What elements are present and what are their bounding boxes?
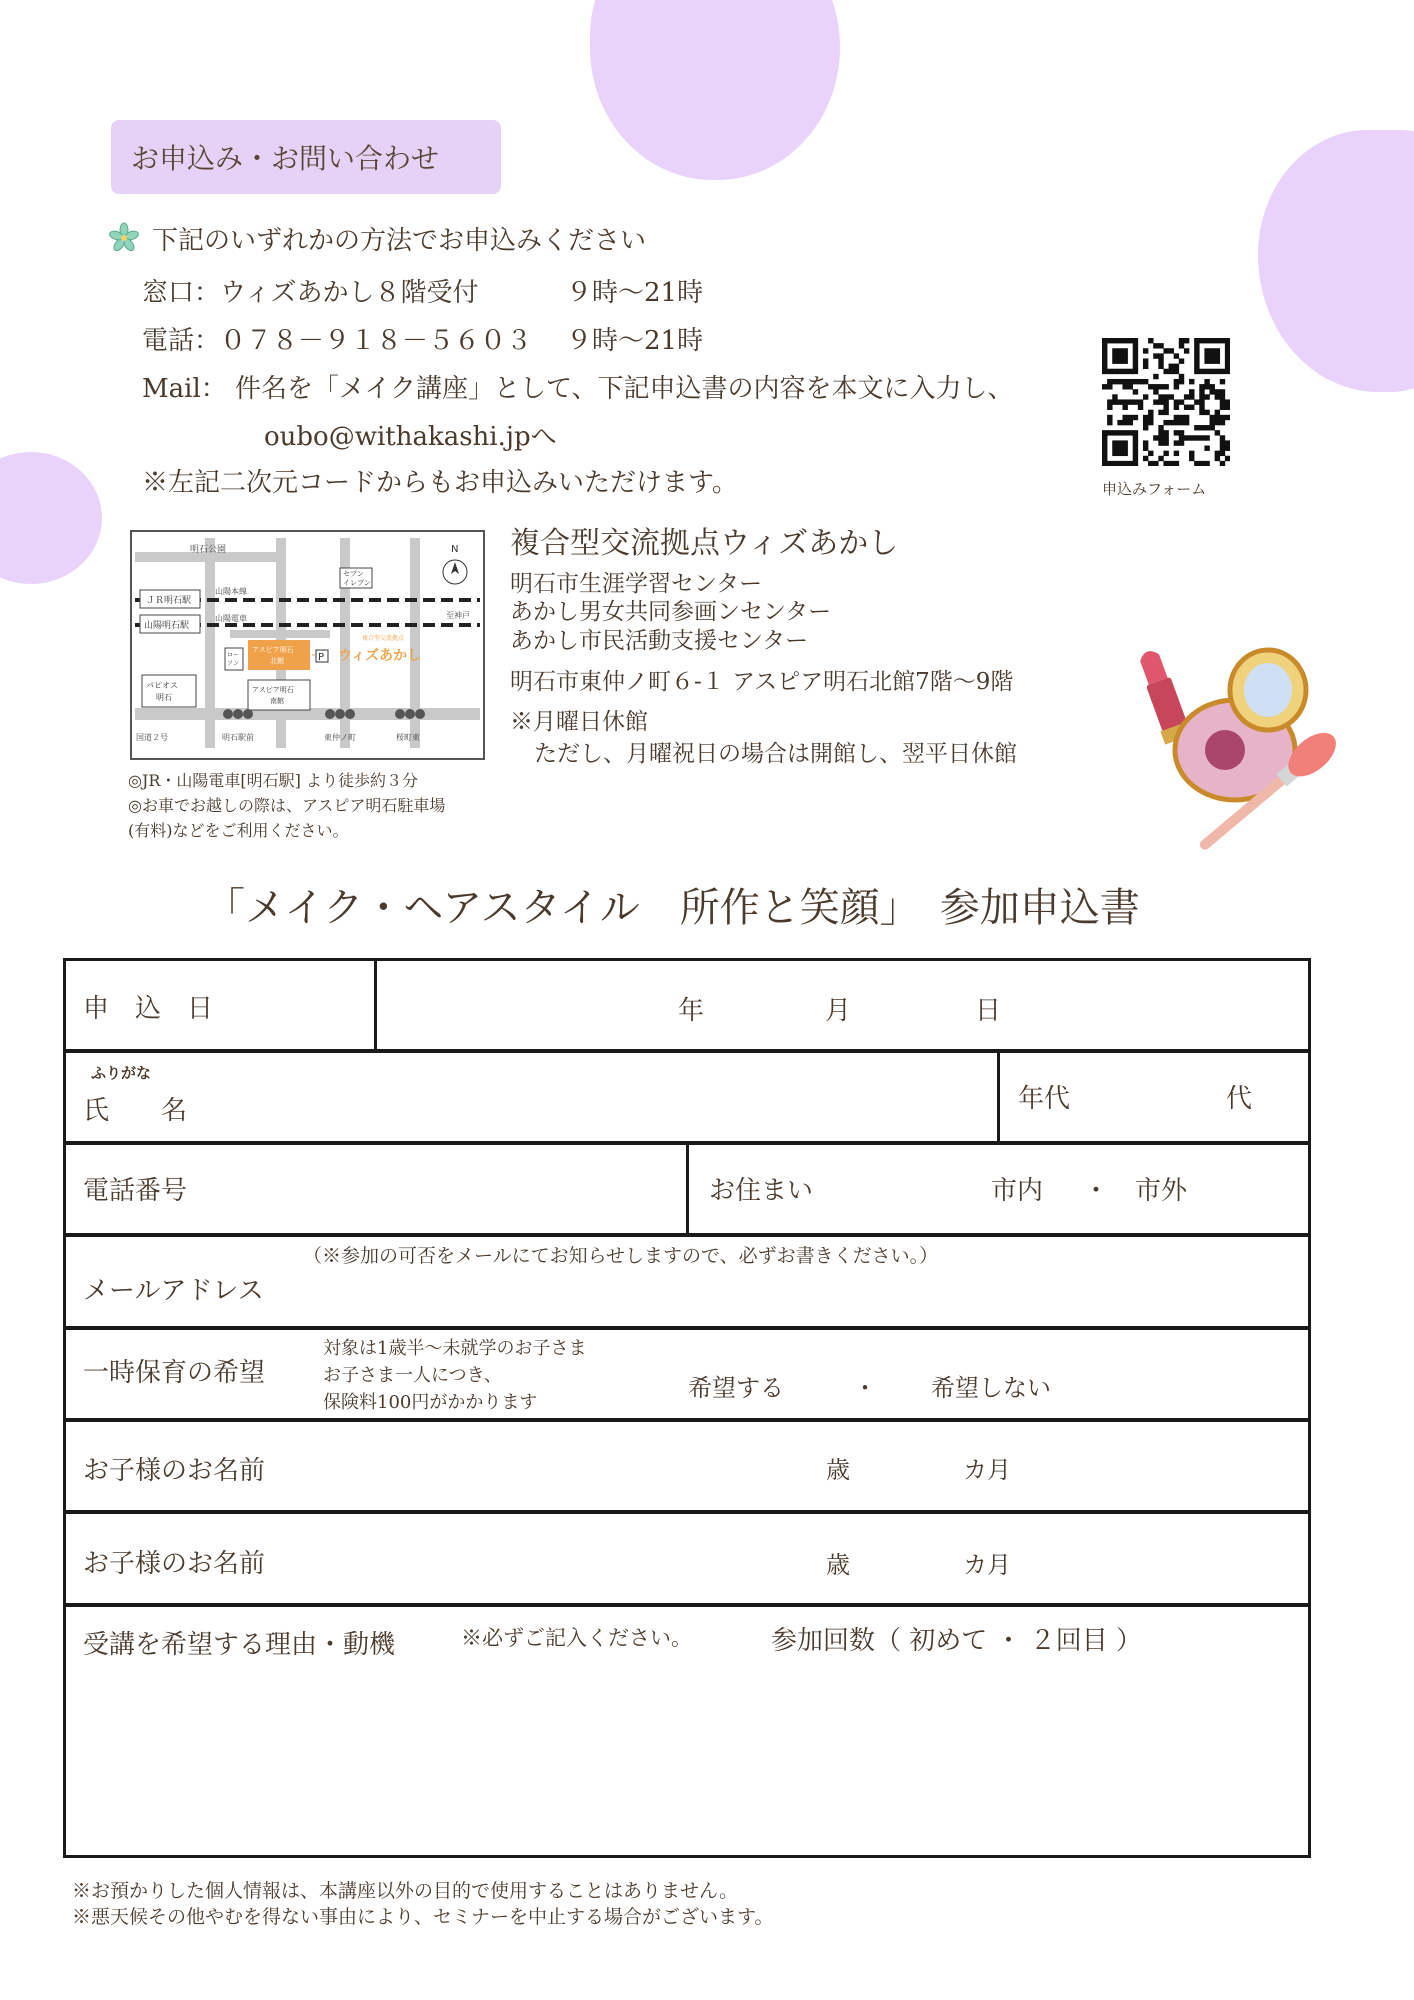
- apply-date-label: 申 込 日: [83, 994, 214, 1024]
- form-divider: [63, 1326, 1311, 1330]
- option-separator: ・: [1083, 1176, 1110, 1206]
- contact-header-badge: [111, 120, 501, 194]
- north-indicator: N: [451, 544, 459, 555]
- window-hours: ９時～21時: [566, 278, 704, 308]
- furigana-label: ふりがな: [91, 1064, 152, 1082]
- flower-icon: [108, 222, 140, 254]
- map-label-jr: ＪＲ明石駅: [146, 596, 192, 606]
- form-divider: [63, 1603, 1311, 1607]
- form-divider: [63, 1510, 1311, 1514]
- name-field[interactable]: [253, 1054, 993, 1140]
- facility-address: 明石市東仲ノ町６-１ アスピア明石北館7階～9階: [510, 669, 1014, 695]
- child-name-field[interactable]: [293, 1428, 793, 1508]
- svg-text:ソン: ソン: [227, 660, 240, 667]
- age-unit: 代: [1226, 1084, 1253, 1114]
- phone-hours: ９時～21時: [566, 326, 704, 356]
- map-label-stop3: 桜町東: [396, 733, 420, 742]
- svg-text:イレブン: イレブン: [343, 579, 371, 587]
- mail-instructions: Mail： 件名を「メイク講座」として、下記申込書の内容を本文に入力し、: [142, 374, 1014, 404]
- svg-text:北館: 北館: [270, 657, 284, 665]
- map-note-2: ◎お車でお越しの際は、アスピア明石駐車場: [128, 796, 446, 815]
- map-label-sanyo-main: 山陽本線: [215, 587, 247, 596]
- qr-code[interactable]: [1102, 338, 1230, 466]
- map-label-with-small: 複合型交流拠点: [362, 635, 405, 642]
- email-label: メールアドレス: [83, 1276, 264, 1306]
- reason-label: 受講を希望する理由・動機: [83, 1630, 396, 1660]
- map-label-pios: パピオス: [146, 681, 178, 690]
- window-label: 窓口：ウィズあかし８階受付: [142, 278, 479, 308]
- age-field[interactable]: [1083, 1054, 1233, 1140]
- map-label-with: ウィズあかし: [338, 648, 422, 664]
- child-age-years-label: 歳: [826, 1456, 850, 1484]
- child-name-field[interactable]: [293, 1520, 793, 1600]
- residence-label: お住まい: [709, 1176, 814, 1206]
- facility-line: あかし男女共同参画ンセンター: [510, 599, 832, 625]
- reason-note: ※必ずご記入ください。: [461, 1626, 692, 1650]
- map-label-to-kobe: 至神戸: [446, 611, 470, 620]
- childcare-not-want-option[interactable]: 希望しない: [931, 1374, 1051, 1402]
- option-separator: ・: [853, 1374, 877, 1402]
- application-form: [63, 958, 1311, 1858]
- reason-field[interactable]: [69, 1668, 1305, 1852]
- facility-name: 複合型交流拠点ウィズあかし: [510, 526, 899, 561]
- map-label-route2: 国道２号: [136, 733, 168, 742]
- facility-line: あかし市民活動支援センター: [510, 628, 809, 654]
- form-divider: [63, 1418, 1311, 1422]
- month-label: 月: [825, 996, 852, 1026]
- map-label-aspia-north: アスピア明石: [252, 646, 294, 654]
- contact-intro: 下記のいずれかの方法でお申込みください: [152, 226, 647, 256]
- attendance-count[interactable]: 参加回数（ 初めて ・ ２回目 ）: [771, 1626, 1143, 1656]
- decorative-blob: [0, 452, 102, 584]
- child-age-months-label: カ月: [963, 1456, 1011, 1484]
- contact-header-text: お申込み・お問い合わせ: [131, 142, 440, 175]
- footer-note: ※悪天候その他やむを得ない事由により、セミナーを中止する場合がございます。: [72, 1906, 774, 1928]
- qr-caption: 申込みフォーム: [1102, 480, 1207, 498]
- phone-field[interactable]: [223, 1146, 683, 1232]
- child-age-months-label: カ月: [963, 1551, 1011, 1579]
- map-note-3: (有料)などをご利用ください。: [128, 821, 349, 840]
- email-note: （※参加の可否をメールにてお知らせしますので、必ずお書きください。）: [303, 1245, 939, 1267]
- city-in-option[interactable]: 市内: [991, 1176, 1044, 1206]
- day-label: 日: [975, 996, 1002, 1026]
- name-label: 氏 名: [83, 1096, 188, 1126]
- footer-note: ※お預かりした個人情報は、本講座以外の目的で使用することはありません。: [72, 1880, 739, 1902]
- map-label-stop1: 明石駅前: [222, 733, 254, 742]
- map-label-lawson: ロー: [227, 652, 240, 659]
- map-note-1: ◎JR・山陽電車[明石駅] より徒歩約３分: [128, 771, 418, 790]
- form-divider: [686, 1142, 689, 1234]
- map-label-sanyo-station: 山陽明石駅: [144, 621, 190, 631]
- phone-label: 電話：０７８－９１８－５６０３: [142, 326, 533, 356]
- svg-text:明石: 明石: [156, 693, 172, 702]
- svg-text:南館: 南館: [270, 697, 284, 705]
- age-label: 年代: [1018, 1084, 1071, 1114]
- child-name-label: お子様のお名前: [83, 1549, 266, 1579]
- mail-address-link[interactable]: oubo@withakashi.jpへ: [264, 422, 557, 452]
- makeup-illustration: [1120, 640, 1350, 850]
- child-name-label: お子様のお名前: [83, 1456, 266, 1486]
- phone-field-label: 電話番号: [83, 1176, 188, 1206]
- map-label-park: 明石公園: [190, 545, 227, 555]
- email-field[interactable]: [303, 1270, 1303, 1324]
- childcare-label: 一時保育の希望: [83, 1358, 266, 1388]
- map-label-sanyo-rail: 山陽電車: [215, 614, 247, 623]
- childcare-want-option[interactable]: 希望する: [688, 1374, 784, 1402]
- childcare-note: 保険料100円がかかります: [323, 1392, 538, 1413]
- child-age-years-label: 歳: [826, 1551, 850, 1579]
- year-label: 年: [678, 996, 705, 1026]
- facility-line: 明石市生涯学習センター: [510, 571, 763, 597]
- city-out-option[interactable]: 市外: [1135, 1176, 1188, 1206]
- form-title: 「メイク・ヘアスタイル 所作と笑顔」 参加申込書: [205, 885, 1140, 931]
- map-label-stop2: 東仲ノ町: [324, 733, 356, 742]
- qr-note: ※左記二次元コードからもお申込みいただけます。: [142, 468, 738, 498]
- form-divider: [63, 1049, 1311, 1053]
- map-label-seven: セブン: [343, 570, 364, 578]
- parking-icon: P: [318, 652, 325, 663]
- decorative-blob: [590, 0, 840, 180]
- facility-closed-note: ただし、月曜祝日の場合は開館し、翌平日休館: [534, 741, 1017, 767]
- childcare-note: 対象は1歳半～未就学のお子さま: [323, 1338, 587, 1359]
- access-map: [130, 530, 485, 760]
- facility-closed: ※月曜日休館: [510, 709, 648, 735]
- map-label-aspia-south: アスピア明石: [252, 686, 294, 694]
- childcare-note: お子さま一人につき、: [323, 1365, 502, 1386]
- form-divider: [997, 1050, 1000, 1142]
- decorative-blob: [1258, 130, 1414, 392]
